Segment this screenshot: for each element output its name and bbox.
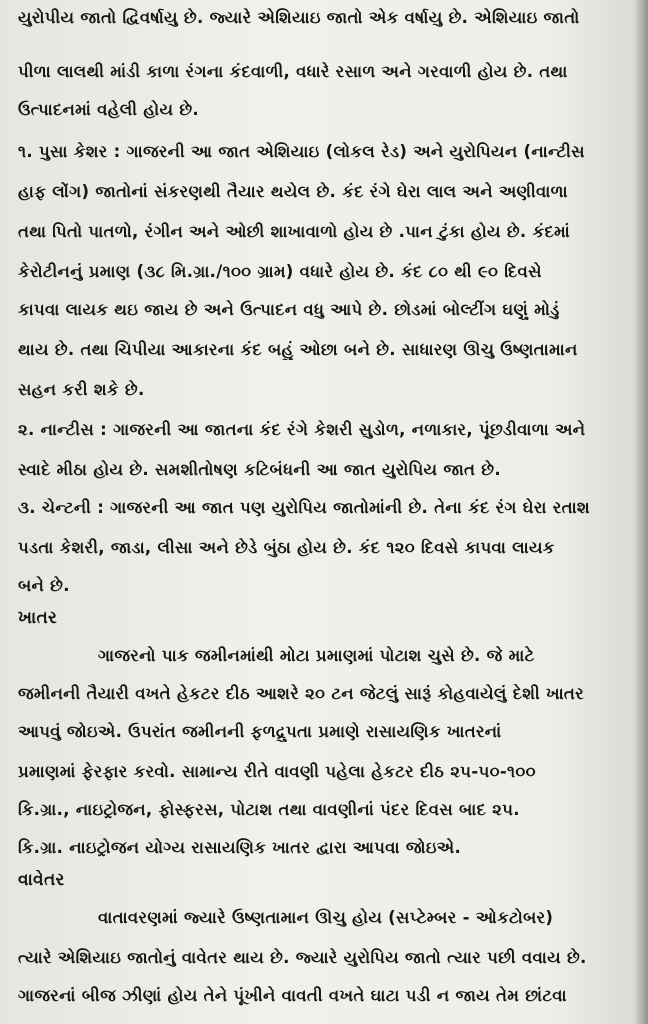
variety-description: ગાજરની આ જાતના કંદ રંગે કેશરી સુડોળ, નળાકાર, પૂંછડીવાળા અને [107, 420, 586, 439]
text-line: પડતા કેશરી, જાડા, લીસા અને છેડે બુંઠા હોય છે. કંદ ૧૨૦ દિવસે કાપવા લાયક [18, 538, 555, 557]
variety-description: ગાજરની આ જાત એશિયાઇ (લોકલ રેડ) અને યુરોપિયન (નાન્ટીસ [120, 142, 585, 161]
text-line: ગાજરનાં બીજ ઝીણાં હોય તેને પૂંખીને વાવતી વખતે ઘાટા પડી ન જાય તેમ છાંટવા [18, 986, 567, 1005]
text-line: પીળા લાલથી માંડી કાળા રંગના કંદવાળી, વધારે રસાળ અને ગરવાળી હોય છે. તથા [18, 62, 568, 81]
text-line: કેરોટીનનું પ્રમાણ (૩૮ મિ.ગ્રા./૧૦૦ ગ્રામ) વધારે હોય છે. કંદ ૮૦ થી ૯૦ દિવસે [18, 262, 542, 281]
text-line: કિ.ગ્રા. નાઇટ્રોજન યોગ્ય રાસાયણિક ખાતર દ્વારા આપવા જોઇએ. [18, 838, 462, 857]
section-heading-vavetar: વાવેતર [18, 870, 65, 890]
text-line: જમીનની તૈયારી વખતે હેકટર દીઠ આશરે ૨૦ ટન જેટલું સારૂં કોહવાયેલું દેશી ખાતર [18, 684, 584, 703]
text-line: વાતાવરણમાં જ્યારે ઉષ્ણતામાન ઊંચુ હોય (સપ્ટેમ્બર - ઓકટોબર) [98, 908, 554, 927]
variety-chantenay [18, 498, 636, 518]
variety-description: ગાજરની આ જાત પણ યુરોપિય જાતોમાંની છે. તેના કંદ રંગ ઘેરા રતાશ [104, 498, 590, 517]
variety-title: ૨. નાન્ટીસ : [18, 420, 108, 439]
text-line: તથા પિતો પાતળો, રંગીન અને ઓછી શાખાવાળો હોય છે .પાન ટુંકા હોય છે. કંદમાં [18, 222, 570, 241]
text-line: ત્યારે એશિયાઇ જાતોનું વાવેતર થાય છે. જ્યારે યુરોપિય જાતો ત્યાર પછી વવાય છે. [18, 948, 587, 967]
variety-pusa-kesar [18, 142, 636, 162]
text-line: યુરોપીય જાતો દ્વિવર્ષાયુ છે. જ્યારે એશિયાઇ જાતો એક વર્ષાયુ છે. એશિયાઇ જાતો [18, 8, 580, 27]
section-heading-khatar: ખાતર [18, 608, 58, 628]
page-binding-shadow [634, 0, 648, 1024]
text-line: થાય છે. તથા ચિપીયા આકારના કંદ બહું ઓછા બને છે. સાધારણ ઊંચુ ઉષ્ણતામાન [18, 340, 578, 359]
text-line: સ્વાદે મીઠા હોય છે. સમશીતોષણ કટિબંધની આ જાત યુરોપિય જાત છે. [18, 460, 501, 479]
text-line: પ્રમાણમાં ફેરફાર કરવો. સામાન્ય રીતે વાવણી પહેલા હેકટર દીઠ ૨૫-૫૦-૧૦૦ [18, 762, 536, 781]
text-line: ઉત્પાદનમાં વહેલી હોય છે. [18, 100, 199, 119]
text-line: સહન કરી શકે છે. [18, 380, 145, 399]
variety-title: ૧. પુસા કેશર : [18, 142, 121, 161]
text-line: હાફ લોંગ) જાતોનાં સંકરણથી તૈયાર થયેલ છે. કંદ રંગે ઘેરા લાલ અને અણીવાળા [18, 182, 568, 201]
text-line: કિ.ગ્રા., નાઇટ્રોજન, ફોસ્ફરસ, પોટાશ તથા વાવણીનાં પંદર દિવસ બાદ ૨૫. [18, 800, 520, 819]
text-line: કાપવા લાયક થઇ જાય છે અને ઉત્પાદન વધુ આપે છે. છોડમાં બોલ્ટીંગ ઘણું મોડું [18, 300, 560, 319]
variety-title: ૩. ચેન્ટની : [18, 498, 105, 517]
variety-nantes [18, 420, 636, 440]
text-line: બને છે. [18, 576, 70, 595]
text-line: ગાજરનો પાક જમીનમાંથી મોટા પ્રમાણમાં પોટાશ ચુસે છે. જે માટે [98, 646, 535, 665]
text-line: આપવું જોઇએ. ઉપરાંત જમીનની ફળદ્રુપતા પ્રમાણે રાસાયણિક ખાતરનાં [18, 722, 502, 741]
